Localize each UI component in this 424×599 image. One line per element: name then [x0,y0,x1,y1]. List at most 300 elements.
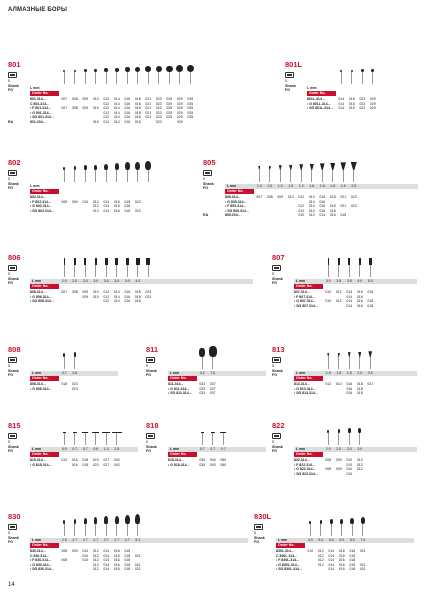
size-code: 010 [346,471,353,476]
size-code: 012 [92,204,99,208]
bur-egg-icon [305,521,316,536]
length-label: L mm [296,279,306,283]
size-code: 018 [124,567,131,571]
section-807 [272,253,417,323]
shank-label: Shank [203,181,214,186]
size-code: 021 [367,382,374,386]
bur-inverted-icon [365,351,376,369]
size-code: 012 [103,119,110,124]
size-code: 012 [92,549,99,553]
size-code: 014 [113,106,120,110]
size-code: 014 [328,567,335,571]
table-row [168,463,229,468]
bur-cone-icon [286,165,297,182]
size-code: 009 [335,458,342,462]
size-code: 035 [187,115,194,119]
order-number: • G 807.314... [294,299,316,303]
section-801L [285,60,415,130]
bur-ball-icon [112,68,123,84]
size-code: 010 [82,558,89,562]
size-code: 037 [209,382,216,386]
size-code: 018 [367,290,374,294]
size-code: 014 [346,303,353,308]
bur-egg-icon [323,430,334,445]
size-code: 009 [82,294,89,299]
size-code: 012 [356,467,363,471]
length-value: 2.5 [351,184,357,188]
size-code: 018 [82,462,89,467]
section-code: 818 [146,421,159,430]
size-code: 012 [356,458,363,462]
size-code: 018 [349,562,356,567]
bur-pear-icon [122,162,133,182]
length-value: 2.0 [325,447,331,451]
bur-images [323,423,365,445]
bur-cone-icon [328,163,339,182]
bur-cyl-icon [143,258,154,277]
bur-pear-icon [101,164,112,182]
order-header: Order No. [294,452,323,457]
fg-label: FG [285,88,290,93]
size-code: 025 [166,97,173,101]
size-code: 021 [340,204,347,208]
bur-images [197,423,229,445]
section-code: 808 [8,345,21,354]
size-code: 023 [134,208,141,213]
length-label: L mm [32,538,42,542]
length-value: 1.5 [114,447,120,451]
section-818 [146,421,266,491]
size-code: 018 [124,558,131,562]
size-code: 018 [134,294,141,299]
bur-ball-icon [70,70,81,84]
order-number: 811.314... [168,382,184,386]
order-number: 818.314... [168,458,184,462]
bur-wheel-icon [91,432,102,446]
size-code: 014 [338,101,345,106]
size-code: 021 [359,567,366,571]
size-code: 016 [113,204,120,208]
pack-info [272,433,288,454]
order-number: 805.314... [225,195,241,199]
size-code: 018 [134,110,141,115]
order-number: C 830L.314... [276,553,298,558]
size-code: 018 [134,101,141,106]
size-code: 018 [356,391,363,395]
size-code: 029 [176,115,183,119]
length-label: L mm [32,447,42,451]
bur-cone-icon [317,163,328,182]
size-code: 029 [176,110,183,115]
length-value: 4.2 [199,371,205,375]
size-code: 012 [92,558,99,562]
bur-pear-icon [59,167,70,182]
size-code: 010 [298,213,305,217]
size-code: 018 [349,567,356,571]
size-code: 014 [113,294,120,299]
order-number: • G 830.314... [30,562,52,567]
size-code: 018 [356,382,363,386]
size-code: 012 [298,208,305,213]
order-table [307,97,378,111]
bur-pear-icon [143,161,154,182]
package-icon [8,265,17,271]
order-number: • SG 801.314... [30,115,54,119]
size-code: 014 [328,558,335,562]
order-header: Order No. [30,91,59,96]
size-code: 033 [199,391,206,395]
pack-count: 5 [272,272,274,276]
package-icon [285,72,294,78]
size-code: 014 [346,290,353,294]
size-code: 014 [338,97,345,101]
bur-barrel-icon [208,346,219,369]
fg-label: FG [8,540,13,545]
order-number: • G 815.314... [30,462,52,467]
size-code: 012 [92,567,99,571]
size-code: 018 [124,562,131,567]
size-code: 023 [350,204,357,208]
size-code: 037 [209,386,216,391]
bur-ball-icon [357,69,368,84]
order-table [30,549,143,572]
size-code: 012 [325,382,332,386]
bur-cyl-icon [101,258,112,277]
size-code: 050 [220,462,227,467]
order-header: Order No. [30,543,59,548]
size-code: 018 [134,115,141,119]
size-code: 012 [103,106,110,110]
order-number: 830.314... [30,549,46,553]
section-code: 813 [272,345,285,354]
length-label: L mm [296,447,306,451]
bur-egg-icon [355,428,366,445]
section-code: 811 [146,345,159,354]
length-value: 1.6 [330,184,336,188]
size-code: 008 [325,458,332,462]
bur-ball-icon [91,69,102,84]
size-code: 014 [113,299,120,303]
size-code: 016 [124,110,131,115]
length-value: 0.8 [93,447,99,451]
order-header: Order No. [294,376,323,381]
size-code: 018 [349,553,356,558]
size-code: 021 [145,110,152,115]
size-code: 016 [348,106,355,110]
bur-ball-icon [101,68,112,84]
length-value: 0.7 [61,371,67,375]
size-code: 010 [92,97,99,101]
bur-cone-icon [338,162,349,182]
page-number: 14 [8,582,15,588]
bur-inverted-icon [334,353,345,369]
size-code: 016 [338,553,345,558]
package-icon [272,265,281,271]
package-icon [8,524,17,530]
size-code: 009 [335,467,342,471]
package-icon [8,357,17,363]
size-code: 008 [61,199,68,204]
fg-label: FG [8,88,13,93]
length-value: 1.0 [288,184,294,188]
size-code: 016 [348,101,355,106]
bur-inverted-icon [344,352,355,369]
order-header: Order No. [30,284,59,289]
size-code: 042 [113,462,120,467]
size-code: 018 [134,97,141,101]
size-code: 016 [338,549,345,553]
pack-info [8,524,24,545]
size-code: 014 [308,199,315,204]
size-code: 029 [176,106,183,110]
pack-count: 5 [8,177,10,181]
length-value: 0.5 [61,447,67,451]
length-value: 4.0 [135,279,141,283]
shank-label: Shank [254,535,265,540]
size-code: 010 [92,294,99,299]
order-number: • SG 830L.314... [276,567,302,571]
size-code: 023 [92,458,99,462]
section-code: 830L [254,512,272,521]
bur-cone-icon [275,165,286,182]
bur-cone-icon [265,166,276,182]
bur-cyl-icon [334,258,345,277]
size-code: 016 [113,553,120,558]
length-value: 2.7 [103,538,109,542]
size-code: 027 [103,462,110,467]
length-value: 2.5 [61,538,67,542]
size-code: 016 [346,386,353,391]
bur-cyl-icon [323,258,334,277]
size-code: 021 [145,101,152,106]
size-code: 014 [335,382,342,386]
length-value: 1.0 [103,447,109,451]
size-code: 023 [359,106,366,110]
bur-images [59,514,143,536]
length-label: L mm [32,279,42,283]
table-row [294,304,376,309]
order-number: • SG 805.314... [225,208,249,213]
package-icon [8,170,17,176]
length-value: 1.5 [336,371,342,375]
shank-label: Shank [285,83,296,88]
section-code: 801 [8,60,21,69]
size-code: 012 [317,558,324,562]
length-value: 3.0 [103,279,109,283]
bur-images [305,514,368,536]
pack-info [272,357,288,378]
size-code: 014 [328,549,335,553]
size-code: 023 [155,106,162,110]
size-code: 021 [359,549,366,553]
size-code: 029 [176,101,183,106]
order-number: 805.204... [225,213,241,217]
size-code: 016 [319,204,326,208]
length-value: 3.0 [93,279,99,283]
pack-info [8,265,24,286]
pack-count: 5 [8,272,10,276]
length-label: L mm [296,371,306,375]
pack-info [8,357,24,378]
bur-cone-icon [307,164,318,182]
fg-label: FG [8,373,13,378]
size-code: 023 [155,119,162,124]
size-code: 009 [277,195,284,199]
length-label: L mm [30,86,40,90]
fg-label: FG [8,449,13,454]
order-header: Order No. [30,452,59,457]
size-code: 025 [166,115,173,119]
section-code: 805 [203,158,216,167]
size-code: 010 [82,199,89,204]
bur-wheel-icon [70,432,81,446]
size-code: 021 [359,562,366,567]
order-number: • F 801.314... [30,106,51,110]
size-code: 023 [71,382,78,386]
pack-count: 5 [8,440,10,444]
size-code: 012 [103,299,110,303]
bur-images [323,255,376,277]
order-header: Order No. [30,376,59,381]
order-table [294,290,376,308]
size-code: 025 [166,110,173,115]
length-value: 1.0 [256,184,262,188]
shank-label: Shank [272,276,283,281]
order-number: • SG 806.314... [30,299,54,303]
length-label: L mm [170,447,180,451]
size-code: 029 [369,101,376,106]
bur-images [59,347,80,369]
order-table [30,97,196,124]
bur-wheel-icon [80,432,91,446]
package-icon [272,357,281,363]
order-table [225,195,359,218]
pack-count: 5 [146,364,148,368]
length-value: 2.0 [367,371,373,375]
size-code: 023 [155,110,162,115]
bur-egg-icon [334,429,345,445]
size-code: 016 [113,558,120,562]
size-code: 010 [287,195,294,199]
size-code: 027 [103,458,110,462]
size-code: 023 [71,386,78,391]
bur-inverted-icon [323,353,334,369]
bur-egg-icon [326,519,337,536]
bur-cyl-icon [365,258,376,277]
order-number: 830L.314... [276,549,294,553]
size-code: 012 [103,115,110,119]
order-table [294,458,365,476]
size-code: 016 [124,294,131,299]
size-code: 012 [103,97,110,101]
section-806 [8,253,253,323]
table-row [30,387,80,392]
size-code: 023 [145,290,152,294]
size-code: 016 [124,106,131,110]
bur-pear-icon [133,162,144,182]
length-value: 0.7 [82,447,88,451]
order-number: • G 801.314... [30,110,52,115]
bur-ball-icon [347,70,358,84]
package-icon [203,170,212,176]
order-header: Order No. [276,543,305,548]
size-code: 014 [103,549,110,553]
order-number: • SG 807.314... [294,303,318,308]
length-value: 2.7 [82,538,88,542]
order-number: • F 830L.314... [276,558,300,562]
size-code: 050 [220,458,227,462]
size-code: 018 [124,208,131,213]
bur-cyl-icon [133,258,144,277]
size-code: 016 [113,208,120,213]
length-value: 1.2 [298,184,304,188]
shank-label: Shank [146,368,157,373]
size-code: 014 [113,119,120,124]
size-code: 012 [317,553,324,558]
size-code: 010 [92,119,99,124]
size-code: 018 [124,199,131,204]
bur-flame-icon [70,519,81,536]
length-value: 5.0 [318,538,324,542]
order-number: 807.314... [294,290,310,294]
page-title: АЛМАЗНЫЕ БОРЫ [8,7,68,13]
size-code: 018 [61,382,68,386]
section-801 [8,60,248,130]
table-row [307,106,378,111]
size-code: 023 [350,195,357,199]
order-number: C 801.314... [30,101,50,106]
bur-flame-icon [59,353,70,369]
size-code: 009 [82,290,89,294]
bur-ball-icon [368,69,379,84]
order-number: 806.314... [30,290,46,294]
package-icon [146,357,155,363]
size-code: 012 [103,294,110,299]
order-header: Order No. [30,189,59,194]
bur-ball-icon [175,65,186,84]
order-number: 801.204... [30,119,46,124]
size-code: 023 [155,101,162,106]
pack-info [203,170,219,191]
bur-cone-icon [254,166,265,182]
size-code: 016 [113,549,120,553]
size-code: 014 [308,195,315,199]
bur-ball-icon [185,65,196,84]
length-value: 5.0 [367,279,373,283]
table-row [30,120,196,125]
size-code: 018 [82,458,89,462]
size-code: 018 [329,195,336,199]
size-code: 016 [124,290,131,294]
table-row [30,299,154,304]
bur-egg-icon [337,519,348,536]
size-code: 037 [209,391,216,395]
section-805 [203,158,418,228]
length-value: 2.0 [357,371,363,375]
size-code: 012 [92,553,99,558]
bur-wheel-icon [59,432,70,446]
length-value: 1.6 [319,184,325,188]
size-code: 014 [103,204,110,208]
shank-label: Shank [146,444,157,449]
size-code: 012 [298,204,305,208]
size-code: 010 [325,299,332,303]
fg-label: FG [8,186,13,191]
length-value: 0.7 [220,447,226,451]
shank-label: Shank [8,83,19,88]
size-code: 040 [209,458,216,462]
length-value: 5.0 [349,538,355,542]
